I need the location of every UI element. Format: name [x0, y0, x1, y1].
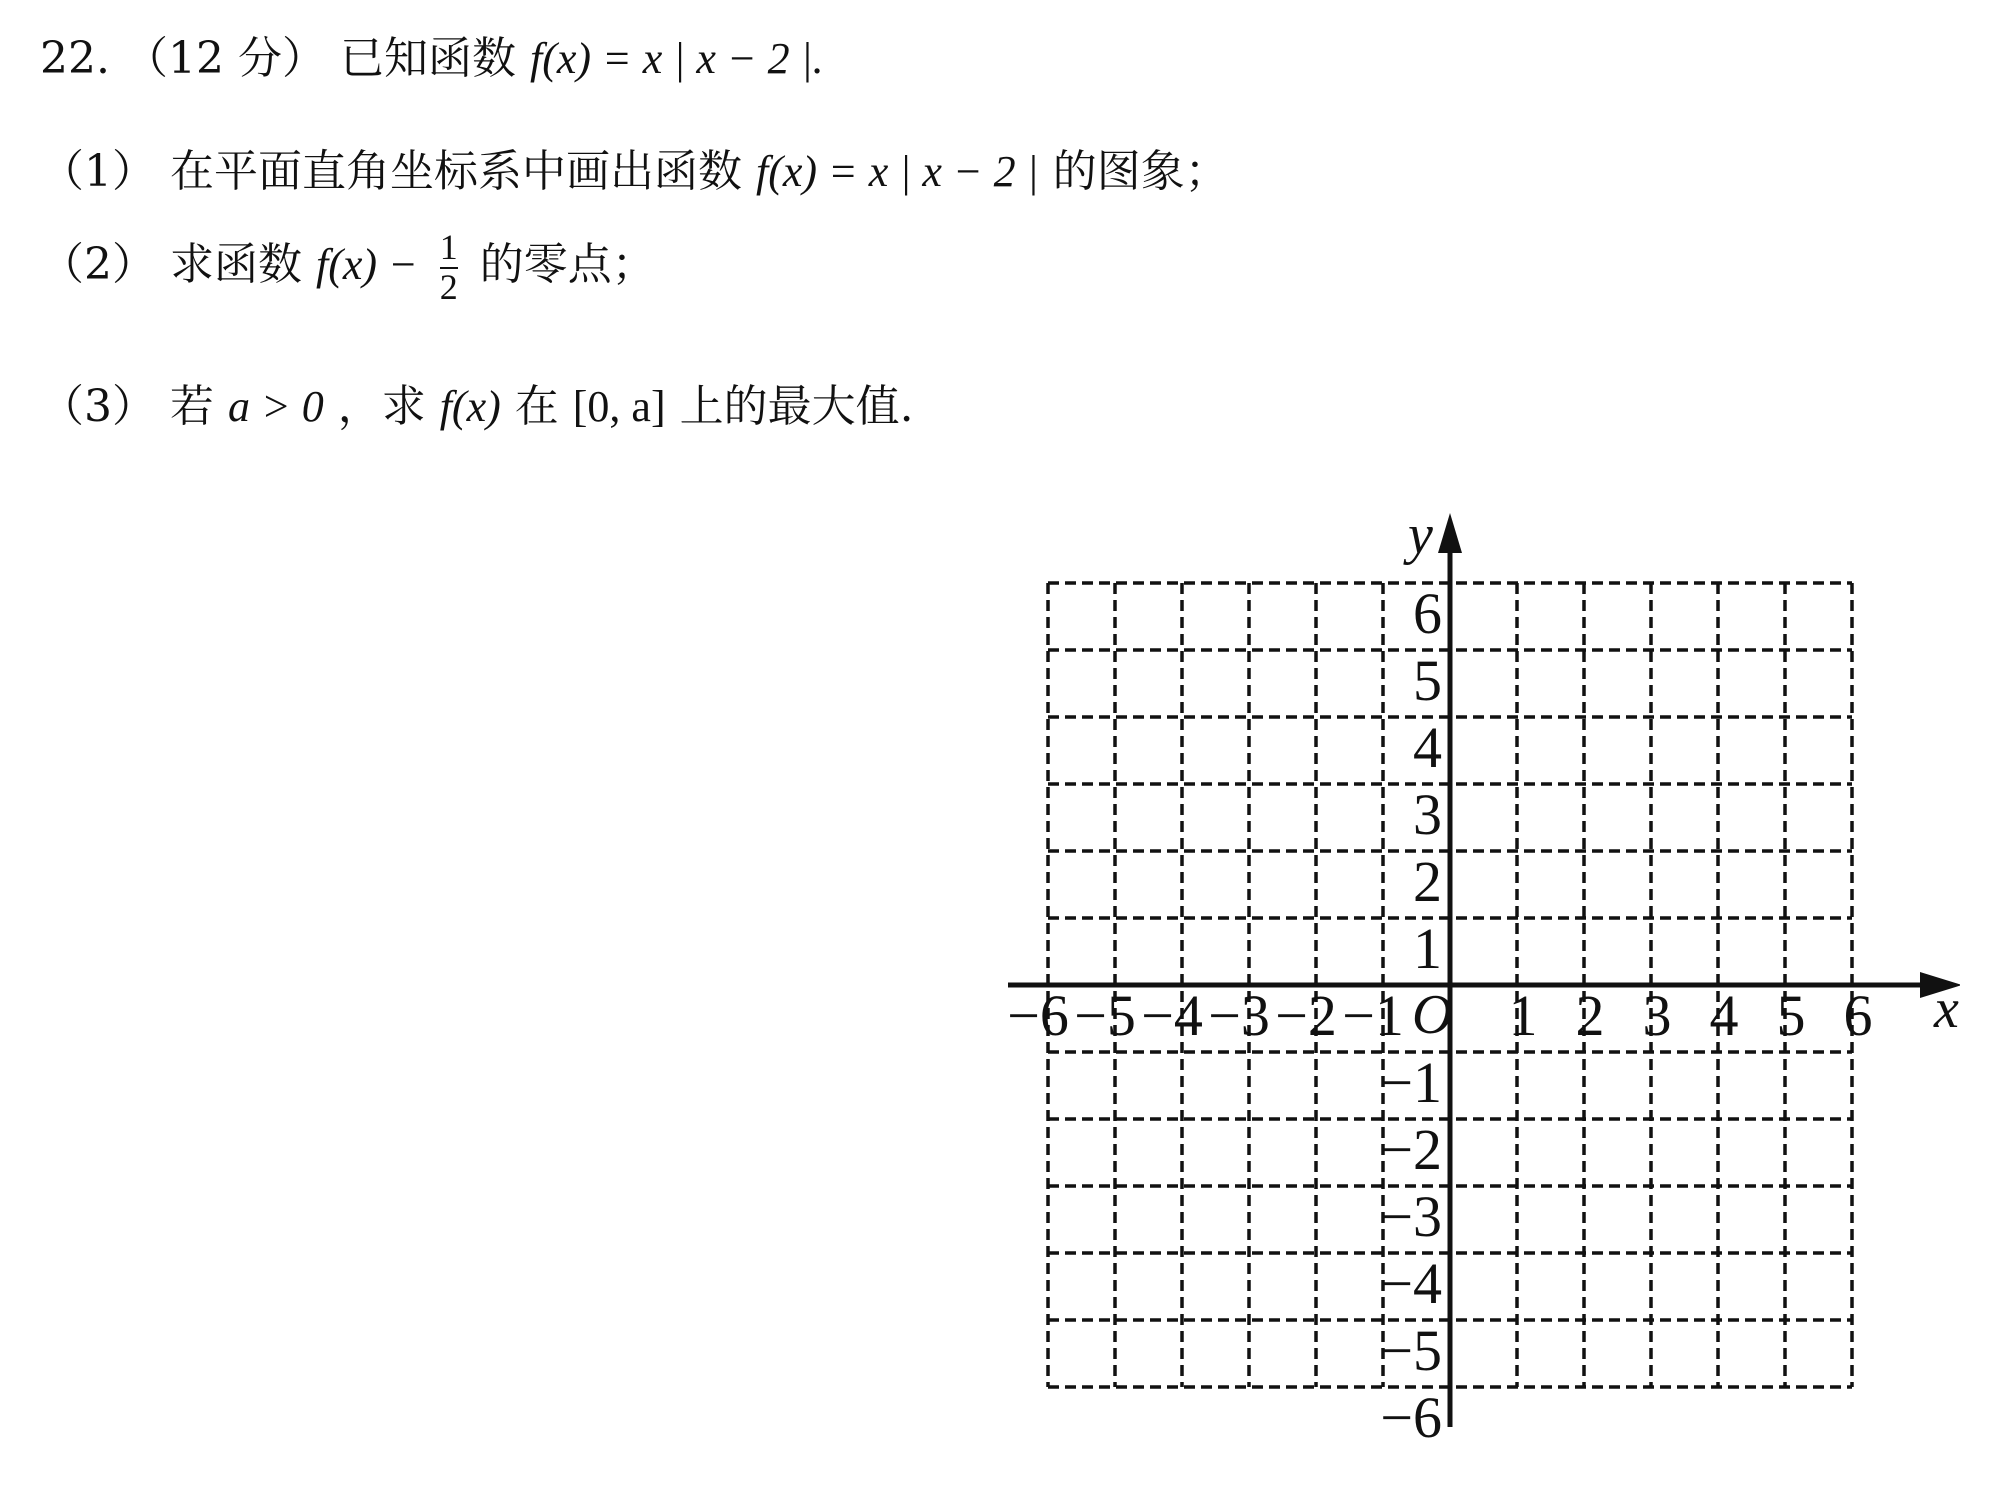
part-2: [40, 228, 656, 306]
part-1-label: （1）: [40, 146, 156, 197]
y-tick-label: 5: [1413, 648, 1442, 713]
y-tick-label: 6: [1413, 581, 1442, 646]
problem-stem: 已知函数: [339, 33, 516, 84]
part-2-tail: 的零点；: [479, 239, 656, 290]
fraction-one-half: [439, 226, 458, 307]
x-tick-label: −1: [1342, 983, 1404, 1048]
part-2-text: 求函数: [170, 239, 302, 290]
y-tick-label: −1: [1380, 1050, 1442, 1115]
x-tick-label: −5: [1074, 983, 1136, 1048]
y-tick-label: 3: [1413, 782, 1442, 847]
y-tick-label: −3: [1380, 1184, 1442, 1249]
x-tick-label: 2: [1575, 983, 1605, 1048]
x-axis-name: x: [1934, 978, 1959, 1040]
fraction-denominator: 2: [439, 266, 458, 307]
part-3-mid2: 在: [514, 381, 559, 432]
part-1-expr: f(x) = x | x − 2 |: [756, 147, 1039, 196]
y-tick-label: −4: [1380, 1251, 1442, 1316]
function-definition: f(x) = x | x − 2 |.: [529, 34, 824, 83]
fraction-numerator: 1: [439, 226, 458, 267]
coordinate-grid-figure: [980, 495, 1960, 1475]
part-2-label: （2）: [40, 239, 156, 290]
part-3-interval: [0, a]: [572, 382, 666, 431]
origin-label: O: [1412, 984, 1453, 1046]
part-3-expr2: f(x): [439, 382, 501, 431]
part-2-expr: f(x) −: [316, 240, 418, 289]
part-3-tail: 上的最大值.: [679, 381, 914, 432]
x-tick-label: 1: [1508, 983, 1538, 1048]
y-tick-label: 2: [1413, 849, 1442, 914]
part-3: [40, 370, 914, 434]
part-3-expr: a > 0: [228, 382, 324, 431]
y-tick-label: −6: [1380, 1385, 1442, 1450]
y-tick-label: −5: [1380, 1318, 1442, 1383]
y-tick-label: 1: [1413, 916, 1442, 981]
y-axis-arrow: [1438, 513, 1462, 553]
x-tick-label: 4: [1709, 983, 1739, 1048]
y-tick-label: −2: [1380, 1117, 1442, 1182]
x-tick-label: 6: [1843, 983, 1873, 1048]
problem-header: [40, 22, 824, 86]
part-1-text: 在平面直角坐标系中画出函数: [170, 146, 742, 197]
problem-number: 22.: [40, 33, 110, 84]
y-axis-name: y: [1408, 504, 1433, 566]
part-3-text: 若: [170, 381, 214, 432]
x-tick-label: 3: [1642, 983, 1672, 1048]
tick-labels: [1007, 504, 1959, 1450]
x-tick-label: 5: [1776, 983, 1806, 1048]
y-tick-label: 4: [1413, 715, 1442, 780]
part-1: [40, 135, 1229, 199]
problem-points: （12 分）: [123, 33, 326, 84]
x-tick-label: −4: [1141, 983, 1203, 1048]
x-tick-label: −2: [1275, 983, 1337, 1048]
part-3-label: （3）: [40, 381, 156, 432]
x-tick-label: −3: [1208, 983, 1270, 1048]
x-tick-label: −6: [1007, 983, 1069, 1048]
part-1-tail: 的图象；: [1052, 146, 1229, 197]
part-3-mid: ，求: [337, 381, 426, 432]
